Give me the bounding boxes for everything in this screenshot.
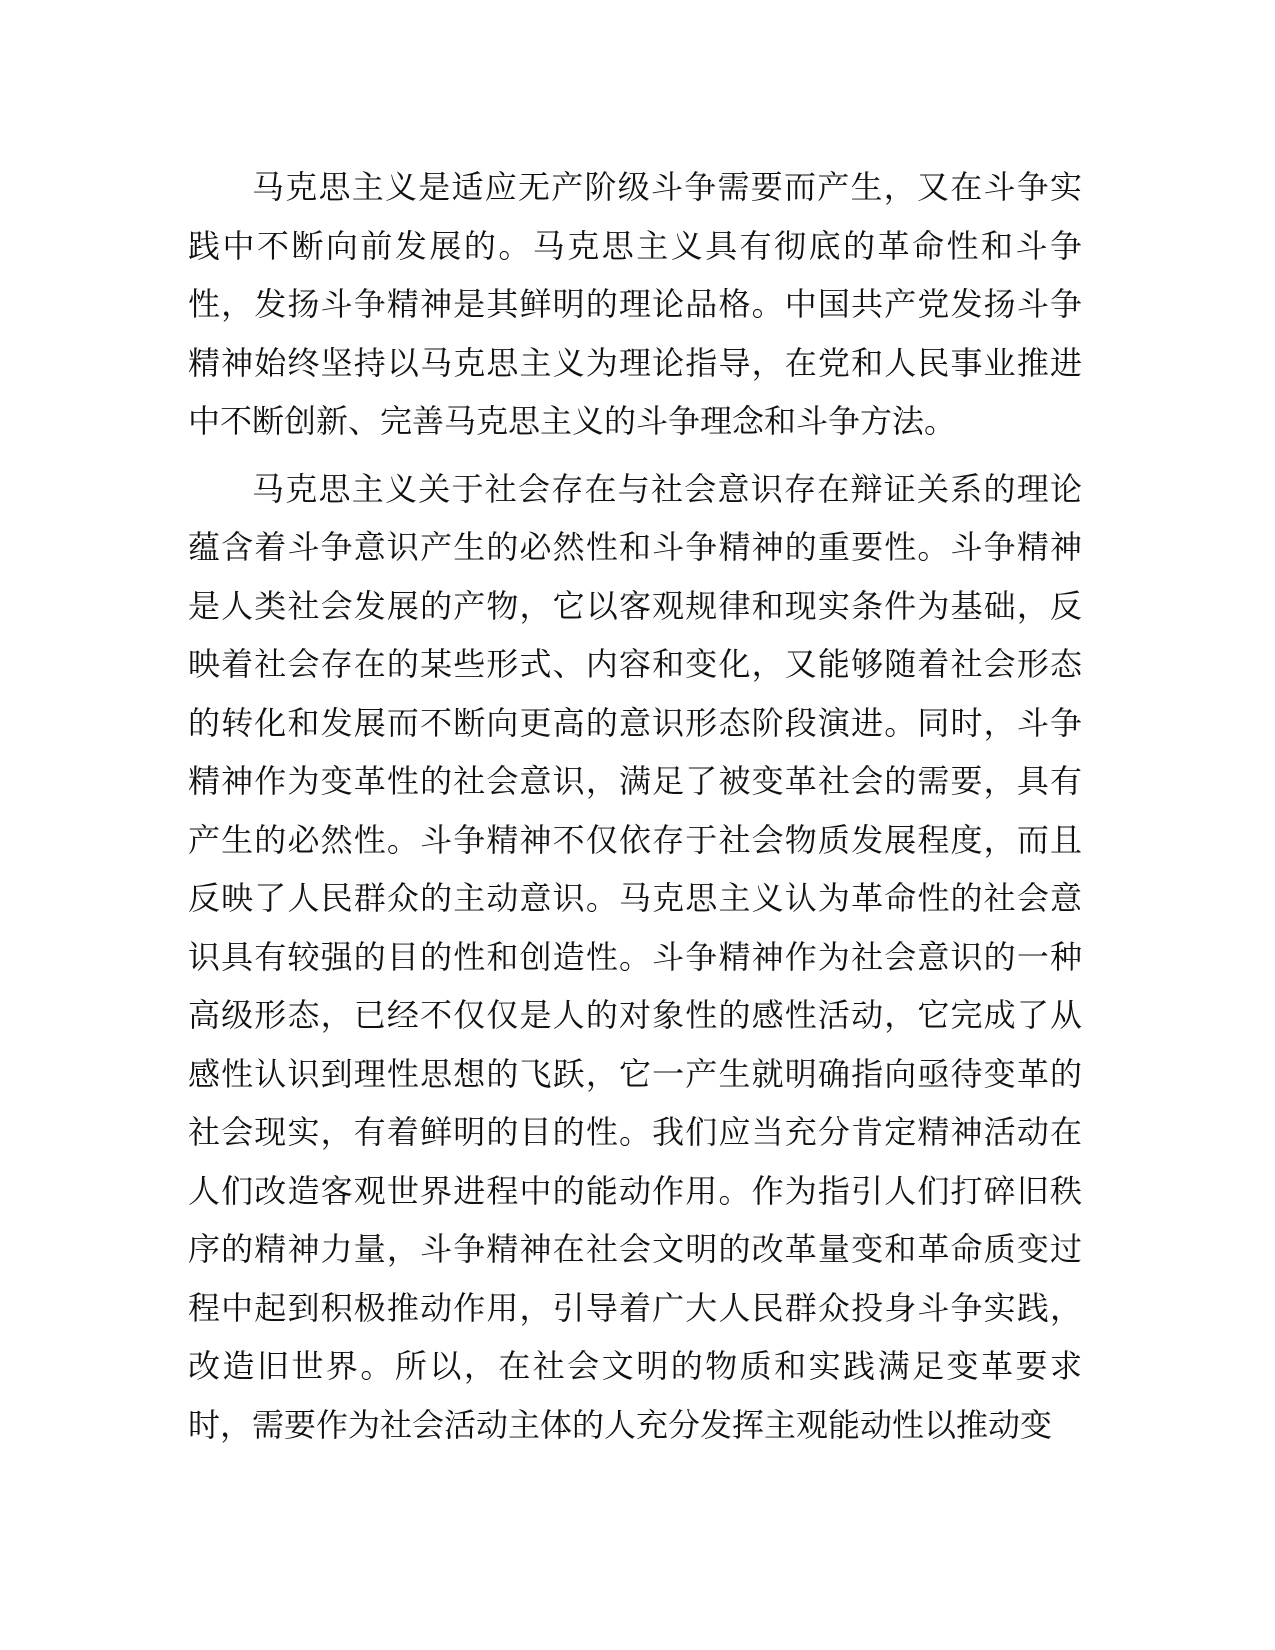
paragraph-1: 马克思主义是适应无产阶级斗争需要而产生，又在斗争实践中不断向前发展的。马克思主义具有彻底的革命性和斗争性，发扬斗争精神是其鲜明的理论品格。中国共产党发扬斗争精神始终坚持以马克思主义为理论指导，在党和人民事业推进中不断创新、完善马克思主义的斗争理念和斗争方法。 <box>188 168 1082 440</box>
document-body <box>188 158 1082 1454</box>
paragraph-2: 马克思主义关于社会存在与社会意识存在辩证关系的理论蕴含着斗争意识产生的必然性和斗争精神的重要性。斗争精神是人类社会发展的产物，它以客观规律和现实条件为基础，反映着社会存在的某些形式、内容和变化，又能够随着社会形态的转化和发展而不断向更高的意识形态阶段演进。同时，斗争精神作为变革性的社会意识，满足了被变革社会的需要，具有产生的必然性。斗争精神不仅依存于社会物质发展程度，而且反映了人民群众的主动意识。马克思主义认为革命性的社会意识具有较强的目的性和创造性。斗争精神作为社会意识的一种高级形态，已经不仅仅是人的对象性的感性活动，它完成了从感性认识到理性思想的飞跃，它一产生就明确指向亟待变革的社会现实，有着鲜明的目的性。我们应当充分肯定精神活动在人们改造客观世界进程中的能动作用。作为指引人们打碎旧秩序的精神力量，斗争精神在社会文明的改革量变和革命质变过程中起到积极推动作用，引导着广大人民群众投身斗争实践，改造旧世界。所以，在社会文明的物质和实践满足变革要求时，需要作为社会活动主体的人充分发挥主观能动性以推动变 <box>188 469 1082 1444</box>
